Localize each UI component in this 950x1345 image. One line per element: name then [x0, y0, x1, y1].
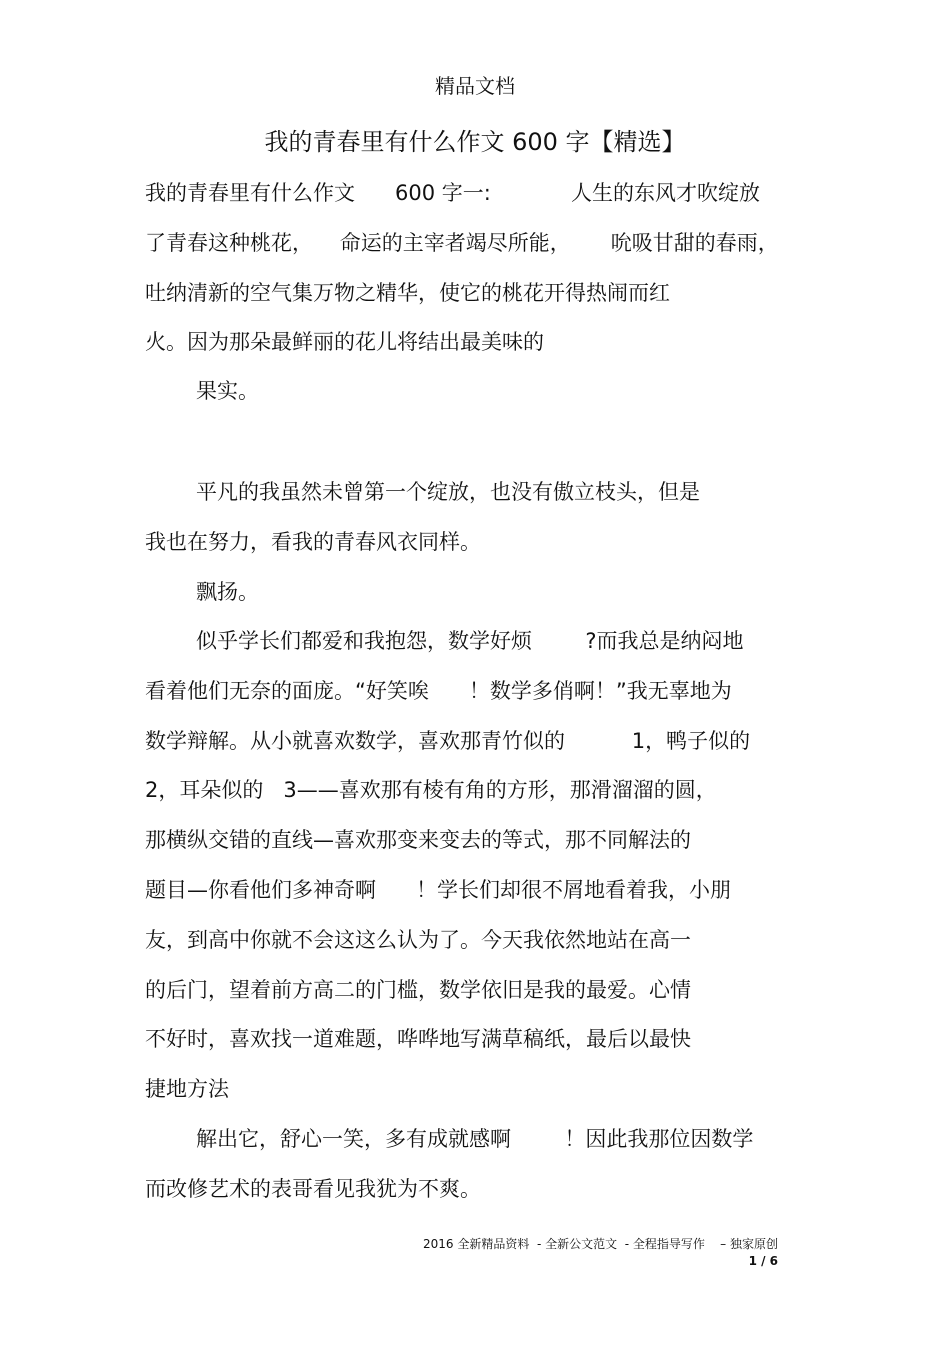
body-line: 我的青春里有什么作文 600 字一: 人生的东风才吹绽放: [145, 181, 760, 205]
body-line: 吐纳清新的空气集万物之精华，使它的桃花开得热闹而红: [145, 281, 670, 305]
body-line: 2，耳朵似的 3——喜欢那有棱有角的方形，那滑溜溜的圆，: [145, 778, 717, 802]
body-line: 火。因为那朵最鲜丽的花儿将结出最美味的: [145, 330, 544, 354]
body-line: 解出它，舒心一笑，多有成就感啊 ！因此我那位因数学: [196, 1127, 754, 1151]
body-line: 友，到高中你就不会这这么认为了。今天我依然地站在高一: [145, 928, 691, 952]
body-line: 我也在努力，看我的青春风衣同样。: [145, 530, 481, 554]
footer-text: 2016 全新精品资料 - 全新公文范文 - 全程指导写作 – 独家原创: [423, 1237, 778, 1251]
body-line: 捷地方法: [145, 1077, 229, 1101]
body-line: 飘扬。: [196, 580, 259, 604]
page-number: 1 / 6: [748, 1254, 778, 1268]
page-header: 精品文档: [435, 74, 515, 98]
document-title: 我的青春里有什么作文 600 字【精选】: [264, 128, 686, 156]
body-line: 而改修艺术的表哥看见我犹为不爽。: [145, 1177, 481, 1201]
body-line: 果实。: [196, 379, 259, 403]
body-line: 平凡的我虽然未曾第一个绽放，也没有傲立枝头，但是: [196, 480, 700, 504]
body-line: 了青春这种桃花， 命运的主宰者竭尽所能， 吮吸甘甜的春雨，: [145, 231, 779, 255]
body-line: 题目—你看他们多神奇啊 ！学长们却很不屑地看着我，小朋: [145, 878, 732, 902]
body-line: 的后门，望着前方高二的门槛，数学依旧是我的最爱。心情: [145, 978, 691, 1002]
body-line: 看着他们无奈的面庞。“好笑唉 ！数学多俏啊！”我无辜地为: [145, 679, 732, 703]
body-line: 那横纵交错的直线—喜欢那变来变去的等式，那不同解法的: [145, 828, 691, 852]
body-line: 似乎学长们都爱和我抱怨，数学好烦 ?而我总是纳闷地: [196, 629, 744, 653]
body-line: 数学辩解。从小就喜欢数学，喜欢那青竹似的 1，鸭子似的: [145, 729, 751, 753]
body-line: 不好时，喜欢找一道难题，哗哗地写满草稿纸，最后以最快: [145, 1027, 691, 1051]
